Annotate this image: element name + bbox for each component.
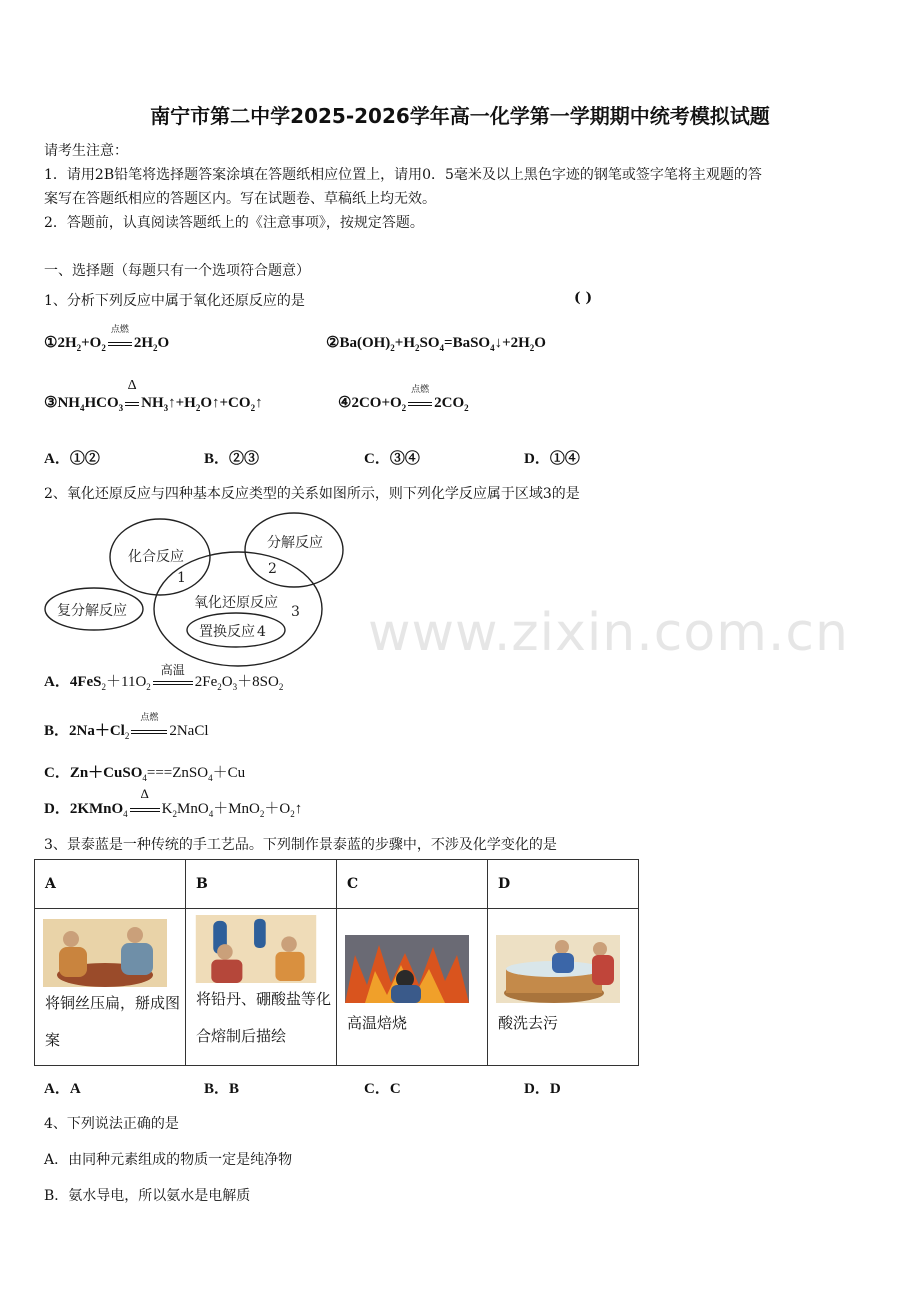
decompose-label: 分解反应: [267, 535, 323, 551]
q1-stem: 1、分析下列反应中属于氧化还原反应的是: [44, 293, 305, 309]
watermark: www.zixin.com.cn: [368, 603, 849, 663]
q3-cell-c: [337, 909, 488, 1066]
q3-header-c: C: [337, 860, 488, 909]
acid-washing-image: [496, 935, 620, 1003]
q3-option-b: B．B: [204, 1081, 240, 1097]
q1-option-d: D．①④: [524, 451, 580, 467]
notice-line-1: 1．请用2B铅笔将选择题答案涂填在答题纸相应位置上，请用0．5毫米及以上黑色字迹的钢笔或签字笔将主观题的答: [44, 167, 762, 183]
page-title: 南宁市第二中学2025-2026学年高一化学第一学期期中统考模拟试题: [150, 104, 770, 128]
double-label: 复分解反应: [57, 603, 127, 619]
q3-option-d: D．D: [524, 1081, 561, 1097]
q1-reaction-4: $④2CO+O_2$ 点燃 $2CO_2$: [338, 384, 469, 413]
q3-header-b: B: [186, 860, 337, 909]
q3-header-d: D: [488, 860, 639, 909]
q3-cell-a: [35, 909, 186, 1066]
enamel-painting-image: [194, 915, 318, 983]
q3-text-c: 高温焙烧: [347, 1014, 408, 1032]
q3-table: [34, 859, 639, 1066]
q3-text-b: 将铅丹、硼酸盐等化合熔制后描绘: [196, 990, 332, 1045]
notice-line-1b: 案写在答题纸相应的答题区内。写在试题卷、草稿纸上均无效。: [44, 191, 436, 207]
q1-answer-paren: ( ): [574, 290, 593, 306]
q3-cell-d: [488, 909, 639, 1066]
q3-cell-b: [186, 909, 337, 1066]
redox-label: 氧化还原反应: [194, 595, 278, 611]
q2-stem: 2、氧化还原反应与四种基本反应类型的关系如图所示，则下列化学反应属于区域3的是: [44, 486, 580, 502]
q1-option-b: B．②③: [204, 451, 260, 467]
q3-text-d: 酸洗去污: [498, 1014, 559, 1032]
q3-text-a: 将铜丝压扁，掰成图案: [45, 994, 181, 1049]
q2-option-c: C．Zn＋CuSO$_4$===ZnSO$_4$＋Cu: [44, 765, 246, 783]
section-heading: 一、选择题（每题只有一个选项符合题意）: [44, 263, 310, 279]
q3-stem: 3、景泰蓝是一种传统的手工艺品。下列制作景泰蓝的步骤中，不涉及化学变化的是: [44, 837, 557, 853]
q4-option-a: A．由同种元素组成的物质一定是纯净物: [44, 1152, 293, 1168]
notice-heading: 请考生注意：: [44, 143, 128, 159]
region-3: 3: [291, 604, 300, 620]
region-1: 1: [177, 570, 186, 586]
replace-label: 置换反应: [199, 624, 255, 640]
region-2: 2: [268, 561, 277, 577]
q3-option-c: C．C: [364, 1081, 401, 1097]
region-4: 4: [257, 624, 266, 640]
q4-stem: 4、下列说法正确的是: [44, 1116, 179, 1132]
reaction-venn-diagram: [40, 505, 360, 670]
q4-option-b: B．氨水导电，所以氨水是电解质: [44, 1188, 251, 1204]
q3-option-a: A．A: [44, 1081, 81, 1097]
notice-line-2: 2．答题前，认真阅读答题纸上的《注意事项》，按规定答题。: [44, 215, 424, 231]
high-temperature-firing-image: [345, 935, 469, 1003]
q1-reaction-3: $③NH_4HCO_3$ Δ $NH_3↑+H_2O↑+CO_2↑$: [44, 378, 263, 413]
q1-reaction-1: $①2H_2+O_2$ 点燃 $2H_2O$: [44, 324, 170, 353]
combine-label: 化合反应: [128, 549, 184, 565]
q1-option-c: C．③④: [364, 451, 420, 467]
q2-option-d: D．2KMnO$_4$ Δ $K_2MnO_4+MnO_2+O_2↑$: [44, 786, 303, 819]
q3-header-a: A: [35, 860, 186, 909]
q2-option-b: B．$2Na+Cl_2$ 点燃 2NaCl: [44, 712, 209, 741]
copper-wire-painting-image: [43, 919, 167, 987]
q1-option-a: A．①②: [44, 451, 100, 467]
q1-reaction-2: $②Ba(OH)_2+H_2SO_4=BaSO_4↓+2H_2O$: [326, 335, 546, 353]
q2-option-a: A．$4FeS_2+11O_2$ 高温 $2Fe_2O_3+8SO_2$: [44, 663, 284, 692]
